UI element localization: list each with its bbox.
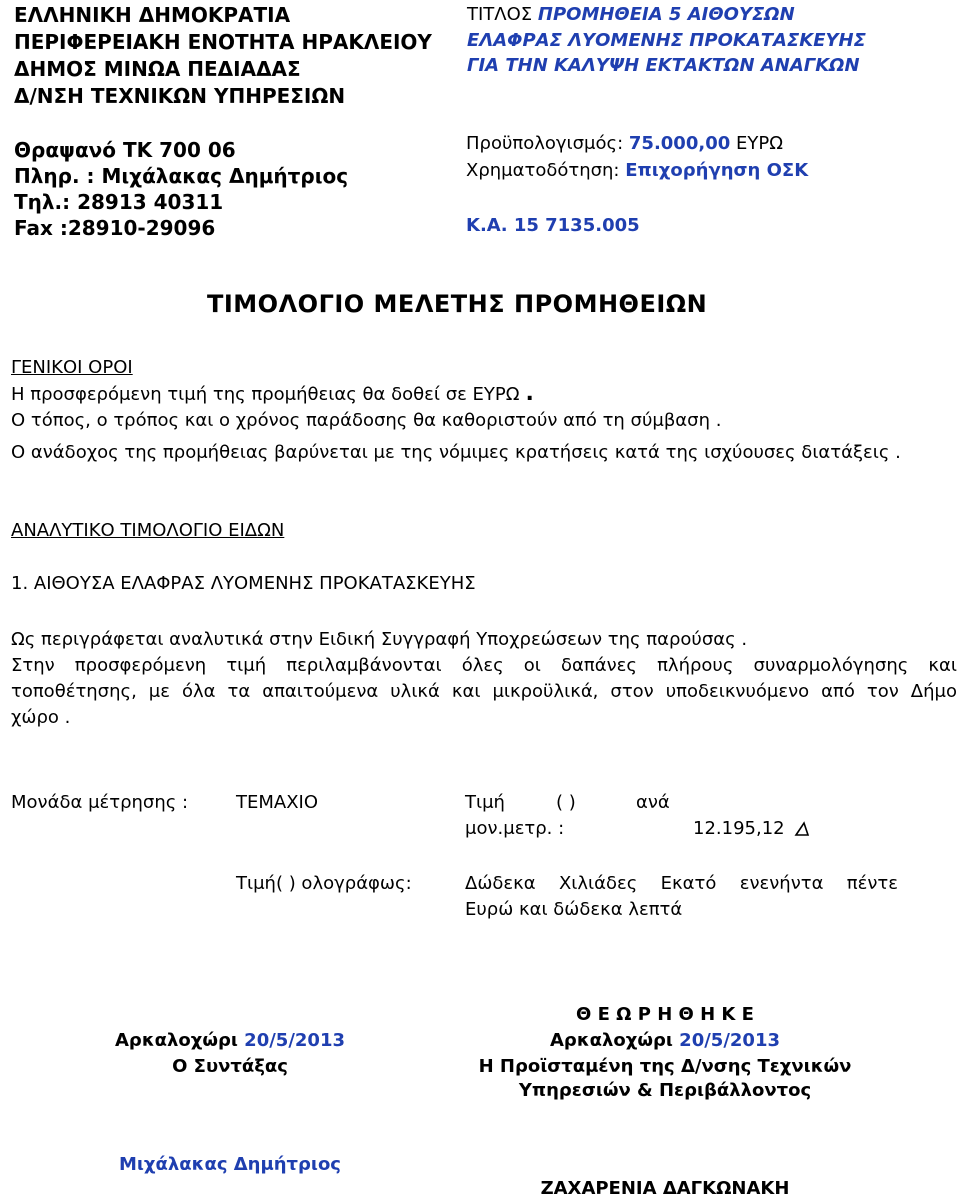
title-line-2: ΕΛΑΦΡΑΣ ΛΥΟΜΕΝΗΣ ΠΡΟΚΑΤΑΣΚΕΥΗΣ [467,30,866,51]
org-region: ΠΕΡΙΦΕΡΕΙΑΚΗ ΕΝΟΤΗΤΑ ΗΡΑΚΛΕΙΟΥ [14,30,432,54]
approval-header: Θ Ε Ω Ρ Η Θ Η Κ Ε [576,1004,754,1025]
title-prefix: ΤΙΤΛΟΣ [467,4,533,25]
budget-line [466,131,783,157]
right-role-1: Η Προϊσταμένη της Δ/νσης Τεχνικών [478,1056,852,1077]
left-signatory-name: Μιχάλακας Δημήτριος [119,1154,341,1175]
funding-line [466,158,808,184]
org-contact: Πληρ. : Μιχάλακας Δημήτριος [14,164,349,188]
right-date-line: Αρκαλοχώρι 20/5/2013 [550,1030,780,1051]
left-role: Ο Συντάξας [172,1056,288,1077]
general-terms-line-2: Ο τόπος, ο τρόπος και ο χρόνος παράδοσης θα καθοριστούν από τη σύμβαση . [11,410,722,431]
price-words-line-2: Ευρώ και δώδεκα λεπτά [465,899,683,920]
budget-currency: ΕΥΡΩ [735,133,783,154]
price-words-label: Τιμή( ) ολογράφως: [236,873,412,894]
price-label-a: Τιμή [465,792,505,813]
title-line-3: ΓΙΑ ΤΗΝ ΚΑΛΥΨΗ ΕΚΤΑΚΤΩΝ ΑΝΑΓΚΩΝ [467,55,860,76]
page-title: ΤΙΜΟΛΟΓΙΟ ΜΕΛΕΤΗΣ ΠΡΟΜΗΘΕΙΩΝ [207,290,708,318]
general-terms-heading: ΓΕΝΙΚΟΙ ΟΡΟΙ [11,357,133,378]
org-fax: Fax :28910-29096 [14,216,216,240]
price-label-b: ( ) [556,792,576,813]
price-value: 12.195,12 [693,816,810,841]
unit-value: ΤΕΜΑΧΙΟ [236,792,319,813]
budget-value: 75.000,00 [628,133,731,154]
item-title: 1. ΑΙΘΟΥΣΑ ΕΛΑΦΡΑΣ ΛΥΟΜΕΝΗΣ ΠΡΟΚΑΤΑΣΚΕΥΗΣ [11,573,476,594]
left-date-line: Αρκαλοχώρι 20/5/2013 [115,1030,345,1051]
right-date: 20/5/2013 [679,1030,780,1051]
unit-label: Μονάδα μέτρησης : [11,792,189,813]
budget-label: Προϋπολογισμός: [466,133,624,154]
org-country: ΕΛΛΗΝΙΚΗ ΔΗΜΟΚΡΑΤΙΑ [14,3,291,27]
funding-value: Επιχορήγηση ΟΣΚ [625,160,809,181]
right-role-2: Υπηρεσιών & Περιβάλλοντος [518,1080,812,1101]
item-description-2: Στην προσφερόμενη τιμή περιλαμβάνονται όλες οι δαπάνες πλήρους συναρμολόγησης και τοποθέτησης, με όλα τα απαιτούμενα υλικά και μικροϋλικά, στον υποδεικνυόμενο από τον Δήμο χώρο . [11,655,957,728]
title-line-1: ΠΡΟΜΗΘΕΙΑ 5 ΑΙΘΟΥΣΩΝ [537,4,795,25]
right-signatory-name: ΖΑΧΑΡΕΝΙΑ ΔΑΓΚΩΝΑΚΗ [540,1178,790,1199]
price-words-line-1: Δώδεκα Χιλιάδες Εκατό ενενήντα πέντε [465,873,898,894]
currency-mark: . [525,381,534,406]
price-label-c: ανά [636,792,670,813]
detailed-heading: ΑΝΑΛΥΤΙΚΟ ΤΙΜΟΛΟΓΙΟ ΕΙΔΩΝ [11,520,285,541]
title-block [467,4,795,26]
funding-label: Χρηματοδότηση: [466,160,620,181]
org-municipality: ΔΗΜΟΣ ΜΙΝΩΑ ΠΕΔΙΑΔΑΣ [14,57,301,81]
org-department: Δ/ΝΣΗ ΤΕΧΝΙΚΩΝ ΥΠΗΡΕΣΙΩΝ [14,84,346,108]
general-terms-line-1: Η προσφερόμενη τιμή της προμήθειας θα δοθεί σε ΕΥΡΩ . [11,381,534,406]
item-description-1: Ως περιγράφεται αναλυτικά στην Ειδική Συγγραφή Υποχρεώσεων της παρούσας . [11,629,748,650]
euro-icon [794,819,810,837]
org-address: Θραψανό ΤΚ 700 06 [14,138,236,162]
left-date: 20/5/2013 [244,1030,345,1051]
price-label-d: μον.μετρ. : [465,818,565,839]
org-phone: Τηλ.: 28913 40311 [14,190,224,214]
ka-code: Κ.Α. 15 7135.005 [466,215,640,236]
general-terms-line-3: Ο ανάδοχος της προμήθειας βαρύνεται με της νόμιμες κρατήσεις κατά της ισχύουσες διατάξεις . [11,442,901,463]
